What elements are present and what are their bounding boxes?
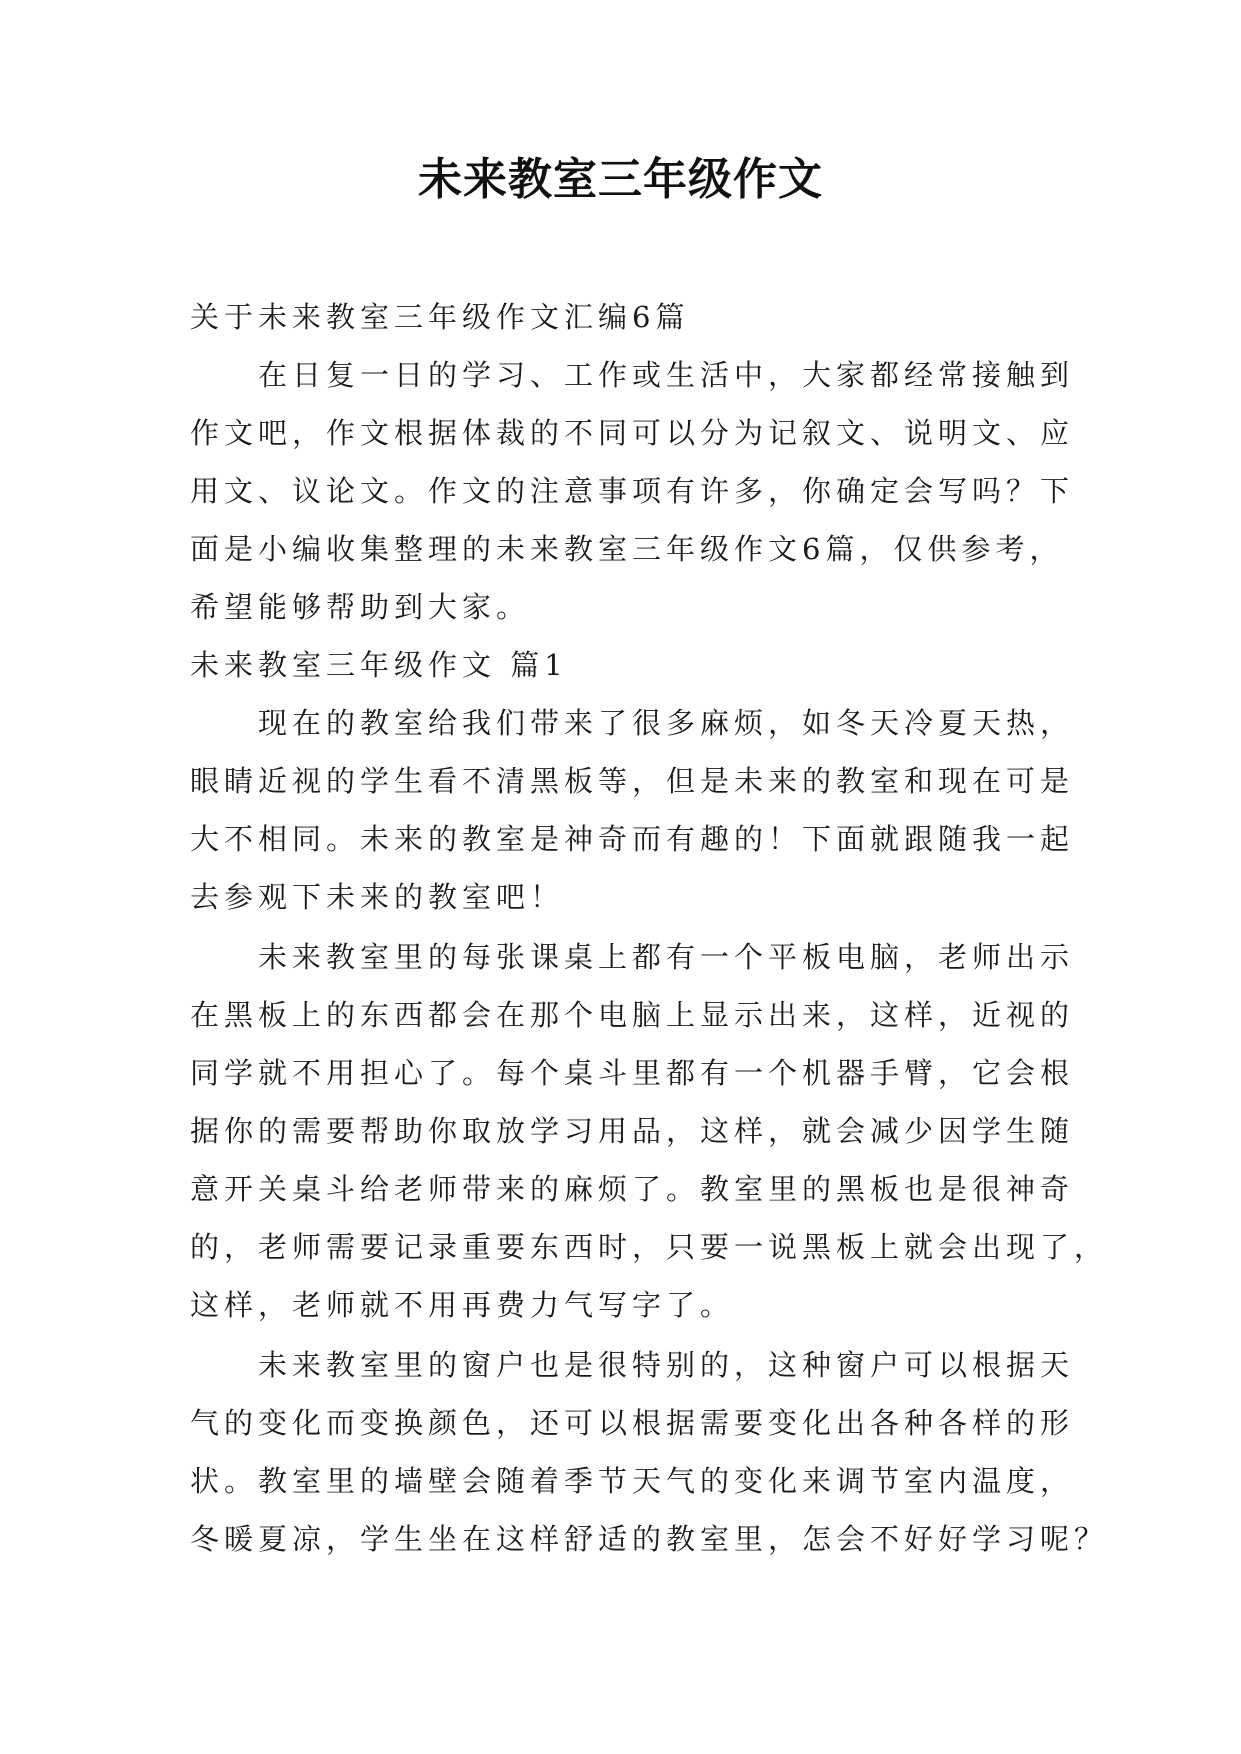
text-line: 这样，老师就不用再费力气写字了。 (190, 1288, 735, 1322)
text-line: 未来教室里的窗户也是很特别的，这种窗户可以根据天 (258, 1348, 1075, 1382)
text-line: 气的变化而变换颜色，还可以根据需要变化出各种各样的形 (190, 1406, 1075, 1440)
document-title: 未来教室三年级作文 (418, 154, 823, 205)
text-line: 希望能够帮助到大家。 (190, 590, 531, 624)
text-line: 现在的教室给我们带来了很多麻烦，如冬天冷夏天热， (258, 706, 1075, 740)
text-line: 眼睛近视的学生看不清黑板等，但是未来的教室和现在可是 (190, 764, 1075, 798)
text-line: 在黑板上的东西都会在那个电脑上显示出来，这样，近视的 (190, 998, 1075, 1032)
section-heading: 未来教室三年级作文 篇1 (190, 648, 568, 682)
text-line: 关于未来教室三年级作文汇编6篇 (190, 300, 690, 334)
text-line: 据你的需要帮助你取放学习用品，这样，就会减少因学生随 (190, 1114, 1075, 1148)
text-line: 去参观下未来的教室吧！ (190, 880, 565, 914)
text-line: 面是小编收集整理的未来教室三年级作文6篇，仅供参考， (190, 532, 1064, 566)
text-line: 意开关桌斗给老师带来的麻烦了。教室里的黑板也是很神奇 (190, 1172, 1075, 1206)
text-line: 大不相同。未来的教室是神奇而有趣的！下面就跟随我一起 (190, 822, 1075, 856)
text-line: 在日复一日的学习、工作或生活中，大家都经常接触到 (258, 358, 1075, 392)
text-line: 的，老师需要记录重要东西时，只要一说黑板上就会出现了， (190, 1230, 1109, 1264)
text-line: 作文吧，作文根据体裁的不同可以分为记叙文、说明文、应 (190, 416, 1075, 450)
text-line: 用文、议论文。作文的注意事项有许多，你确定会写吗？下 (190, 474, 1075, 508)
document-body (190, 288, 1109, 1568)
text-line: 状。教室里的墙壁会随着季节天气的变化来调节室内温度， (190, 1464, 1075, 1498)
text-line: 同学就不用担心了。每个桌斗里都有一个机器手臂，它会根 (190, 1056, 1075, 1090)
text-line: 冬暖夏凉，学生坐在这样舒适的教室里，怎会不好好学习呢？ (190, 1522, 1109, 1556)
text-line: 未来教室里的每张课桌上都有一个平板电脑，老师出示 (258, 940, 1075, 974)
